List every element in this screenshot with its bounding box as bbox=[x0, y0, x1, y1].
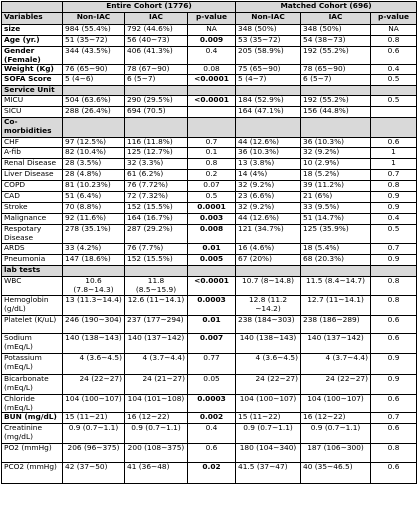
value-cell: 12.7 (11~14.1) bbox=[301, 296, 371, 316]
p-value-cell: 0.05 bbox=[188, 375, 236, 395]
table-row bbox=[2, 203, 417, 214]
variable-label: Respotary Disease bbox=[2, 225, 63, 244]
table-row bbox=[2, 96, 417, 107]
p-value-cell: 0.1 bbox=[188, 148, 236, 159]
table-row bbox=[2, 444, 417, 463]
table-row bbox=[2, 296, 417, 316]
value-cell: 187 (106~300) bbox=[301, 444, 371, 463]
value-cell: 10.6 (7.8~14.3) bbox=[63, 277, 125, 296]
p-value-cell: 0.8 bbox=[371, 444, 417, 463]
variable-label: Platelet (K/uL) bbox=[2, 316, 63, 334]
value-cell: 192 (55.2%) bbox=[301, 96, 371, 107]
p-value-cell: 0.5 bbox=[371, 225, 417, 244]
variable-label: Malignance bbox=[2, 214, 63, 225]
value-cell: 36 (10.3%) bbox=[236, 148, 301, 159]
variable-label: Pneumonia bbox=[2, 255, 63, 266]
value-cell: 72 (7.32%) bbox=[125, 192, 188, 203]
p-value-cell: 0.8 bbox=[188, 159, 236, 170]
value-cell: 67 (20%) bbox=[236, 255, 301, 266]
value-cell: 24 (21~27) bbox=[125, 375, 188, 395]
p-value-cell: 0.5 bbox=[371, 96, 417, 107]
variable-label: Service Unit bbox=[2, 86, 63, 96]
value-cell: 164 (47.1%) bbox=[236, 107, 301, 118]
value-cell: 288 (26.4%) bbox=[63, 107, 125, 118]
value-cell: 32 (9.2%) bbox=[236, 203, 301, 214]
value-cell: 278 (35.1%) bbox=[63, 225, 125, 244]
value-cell: 82 (10.4%) bbox=[63, 148, 125, 159]
value-cell: 348 (50%) bbox=[236, 25, 301, 36]
value-cell: 92 (11.6%) bbox=[63, 214, 125, 225]
value-cell: 56 (40~73) bbox=[125, 36, 188, 47]
p-value-cell: 0.01 bbox=[188, 316, 236, 334]
table-row bbox=[2, 86, 417, 96]
value-cell: 147 (18.6%) bbox=[63, 255, 125, 266]
variable-label: Weight (Kg) bbox=[2, 65, 63, 75]
value-cell: 180 (104~340) bbox=[236, 444, 301, 463]
value-cell: 125 (12.7%) bbox=[125, 148, 188, 159]
p-value-cell: 0.01 bbox=[188, 244, 236, 255]
value-cell: 0.9 (0.7~1.1) bbox=[236, 424, 301, 444]
value-cell: 12.8 (11.2 ~14.2) bbox=[236, 296, 301, 316]
value-cell: 694 (70.5) bbox=[125, 107, 188, 118]
value-cell bbox=[301, 266, 371, 277]
value-cell: 10.7 (8~14.8) bbox=[236, 277, 301, 296]
value-cell: 140 (138~143) bbox=[236, 334, 301, 354]
table-row bbox=[2, 47, 417, 65]
value-cell: 287 (29.2%) bbox=[125, 225, 188, 244]
header-iac: IAC bbox=[125, 13, 188, 25]
value-cell: 792 (44.6%) bbox=[125, 25, 188, 36]
value-cell: 24 (22~27) bbox=[63, 375, 125, 395]
p-value-cell: 0.4 bbox=[371, 65, 417, 75]
table-row bbox=[2, 354, 417, 375]
value-cell: 81 (10.23%) bbox=[63, 181, 125, 192]
value-cell: 16 (12~22) bbox=[301, 413, 371, 424]
p-value-cell: 0.9 bbox=[371, 192, 417, 203]
value-cell: 61 (6.2%) bbox=[125, 170, 188, 181]
table-row bbox=[2, 334, 417, 354]
p-value-cell: 1 bbox=[371, 148, 417, 159]
header-matched-non-iac: Non-IAC bbox=[236, 13, 301, 25]
p-value-cell: 0.4 bbox=[188, 47, 236, 65]
table-row bbox=[2, 170, 417, 181]
p-value-cell: 0.7 bbox=[371, 244, 417, 255]
header-matched-p-value: p-value bbox=[371, 13, 417, 25]
value-cell: 238 (184~303) bbox=[236, 316, 301, 334]
p-value-cell: 0.9 bbox=[371, 354, 417, 375]
variable-label: Age (yr.) bbox=[2, 36, 63, 47]
value-cell: 12.6 (11~14.1) bbox=[125, 296, 188, 316]
table-row bbox=[2, 244, 417, 255]
p-value-cell: <0.0001 bbox=[188, 277, 236, 296]
header-matched-cohort: Matched Cohort (696) bbox=[236, 2, 417, 13]
table-row bbox=[2, 107, 417, 118]
table-row bbox=[2, 138, 417, 148]
value-cell: 206 (96~375) bbox=[63, 444, 125, 463]
value-cell: 4 (3.6~4.5) bbox=[63, 354, 125, 375]
variable-label: BUN (mg/dL) bbox=[2, 413, 63, 424]
value-cell: 18 (5.2%) bbox=[301, 170, 371, 181]
p-value-cell: 1 bbox=[371, 159, 417, 170]
value-cell bbox=[125, 118, 188, 138]
p-value-cell: 0.0003 bbox=[188, 395, 236, 413]
value-cell: 76 (65~90) bbox=[63, 65, 125, 75]
value-cell bbox=[301, 118, 371, 138]
cohort-comparison-table bbox=[1, 1, 417, 484]
p-value-cell: 0.6 bbox=[371, 316, 417, 334]
value-cell: 16 (4.6%) bbox=[236, 244, 301, 255]
table-row bbox=[2, 192, 417, 203]
variable-label: Bicarbonate (mEq/L) bbox=[2, 375, 63, 395]
p-value-cell: 0.02 bbox=[188, 463, 236, 484]
value-cell: 21 (6%) bbox=[301, 192, 371, 203]
value-cell: 164 (16.7%) bbox=[125, 214, 188, 225]
value-cell: 33 (4.2%) bbox=[63, 244, 125, 255]
table-body bbox=[2, 25, 417, 484]
value-cell: 140 (137~142) bbox=[125, 334, 188, 354]
p-value-cell: 0.6 bbox=[188, 444, 236, 463]
p-value-cell: 0.8 bbox=[371, 36, 417, 47]
value-cell: 192 (55.2%) bbox=[301, 47, 371, 65]
p-value-cell: 0.07 bbox=[188, 181, 236, 192]
header-matched-iac: IAC bbox=[301, 13, 371, 25]
variable-label: PO2 (mmHg) bbox=[2, 444, 63, 463]
value-cell bbox=[125, 266, 188, 277]
table-row bbox=[2, 36, 417, 47]
p-value-cell: 0.6 bbox=[371, 47, 417, 65]
p-value-cell bbox=[371, 107, 417, 118]
value-cell: 184 (52.9%) bbox=[236, 96, 301, 107]
value-cell: 14 (4%) bbox=[236, 170, 301, 181]
variable-label: PCO2 (mmHg) bbox=[2, 463, 63, 484]
value-cell: 237 (177~294) bbox=[125, 316, 188, 334]
p-value-cell: 0.8 bbox=[371, 181, 417, 192]
table-row bbox=[2, 75, 417, 86]
header-non-iac: Non-IAC bbox=[63, 13, 125, 25]
p-value-cell bbox=[371, 118, 417, 138]
value-cell: 348 (50%) bbox=[301, 25, 371, 36]
p-value-cell: 0.7 bbox=[371, 413, 417, 424]
value-cell: 23 (6.6%) bbox=[236, 192, 301, 203]
p-value-cell: 0.2 bbox=[188, 170, 236, 181]
value-cell: 121 (34.7%) bbox=[236, 225, 301, 244]
value-cell: 11.8 (8.5~15.9) bbox=[125, 277, 188, 296]
value-cell: 18 (5.4%) bbox=[301, 244, 371, 255]
p-value-cell: 0.5 bbox=[188, 192, 236, 203]
value-cell: 76 (7.7%) bbox=[125, 244, 188, 255]
variable-label: COPD bbox=[2, 181, 63, 192]
header-row-columns bbox=[2, 13, 417, 25]
table-row bbox=[2, 463, 417, 484]
p-value-cell bbox=[371, 266, 417, 277]
value-cell: 156 (44.8%) bbox=[301, 107, 371, 118]
p-value-cell: 0.9 bbox=[371, 203, 417, 214]
header-variables: Variables bbox=[2, 13, 63, 25]
value-cell: 104 (101~108) bbox=[125, 395, 188, 413]
value-cell: 32 (9.2%) bbox=[301, 148, 371, 159]
value-cell: 54 (38~73) bbox=[301, 36, 371, 47]
header-row-groups bbox=[2, 2, 417, 13]
value-cell bbox=[63, 266, 125, 277]
p-value-cell: 0.9 bbox=[371, 255, 417, 266]
p-value-cell: 0.5 bbox=[371, 75, 417, 86]
variable-label: CHF bbox=[2, 138, 63, 148]
p-value-cell: 0.7 bbox=[188, 138, 236, 148]
p-value-cell bbox=[188, 266, 236, 277]
p-value-cell: 0.0001 bbox=[188, 203, 236, 214]
value-cell: 41.5 (37~47) bbox=[236, 463, 301, 484]
value-cell: 6 (5~7) bbox=[125, 75, 188, 86]
value-cell bbox=[301, 86, 371, 96]
value-cell: 28 (4.8%) bbox=[63, 170, 125, 181]
value-cell: 0.9 (0.7~1.1) bbox=[63, 424, 125, 444]
variable-label: Creatinine (mg/dL) bbox=[2, 424, 63, 444]
value-cell: 4 (3.7~4.4) bbox=[301, 354, 371, 375]
p-value-cell: 0.4 bbox=[371, 214, 417, 225]
value-cell bbox=[236, 86, 301, 96]
value-cell: 406 (41.3%) bbox=[125, 47, 188, 65]
value-cell bbox=[236, 118, 301, 138]
p-value-cell: 0.6 bbox=[371, 138, 417, 148]
value-cell: 53 (35~72) bbox=[236, 36, 301, 47]
variable-label: Sodium (mEq/L) bbox=[2, 334, 63, 354]
table-row bbox=[2, 277, 417, 296]
table-row bbox=[2, 25, 417, 36]
value-cell: 51 (35~72) bbox=[63, 36, 125, 47]
value-cell bbox=[63, 118, 125, 138]
value-cell: 24 (22~27) bbox=[236, 375, 301, 395]
value-cell: 6 (5~7) bbox=[301, 75, 371, 86]
p-value-cell: 0.003 bbox=[188, 214, 236, 225]
value-cell: 13 (3.8%) bbox=[236, 159, 301, 170]
header-p-value: p-value bbox=[188, 13, 236, 25]
variable-label: lab tests bbox=[2, 266, 63, 277]
value-cell: 42 (37~50) bbox=[63, 463, 125, 484]
variable-label: Hemoglobin (g/dL) bbox=[2, 296, 63, 316]
p-value-cell: 0.6 bbox=[371, 395, 417, 413]
variable-label: A-fib bbox=[2, 148, 63, 159]
value-cell: 205 (58.9%) bbox=[236, 47, 301, 65]
variable-label: Chloride (mEq/L) bbox=[2, 395, 63, 413]
value-cell: 78 (65~90) bbox=[301, 65, 371, 75]
value-cell: 152 (15.5%) bbox=[125, 255, 188, 266]
p-value-cell: 0.0003 bbox=[188, 296, 236, 316]
p-value-cell: 0.005 bbox=[188, 255, 236, 266]
value-cell: 246 (190~304) bbox=[63, 316, 125, 334]
variable-label: ARDS bbox=[2, 244, 63, 255]
p-value-cell: 0.6 bbox=[371, 463, 417, 484]
value-cell: 28 (3.5%) bbox=[63, 159, 125, 170]
value-cell: 16 (12~22) bbox=[125, 413, 188, 424]
table-row bbox=[2, 255, 417, 266]
variable-label: Co-morbidities bbox=[2, 118, 63, 138]
value-cell: 104 (100~107) bbox=[63, 395, 125, 413]
table-row bbox=[2, 181, 417, 192]
variable-label: Renal Disease bbox=[2, 159, 63, 170]
p-value-cell: 0.7 bbox=[371, 170, 417, 181]
table-row bbox=[2, 395, 417, 413]
value-cell: 68 (20.3%) bbox=[301, 255, 371, 266]
p-value-cell: 0.08 bbox=[188, 65, 236, 75]
p-value-cell: 0.6 bbox=[371, 424, 417, 444]
p-value-cell: 0.002 bbox=[188, 413, 236, 424]
value-cell: 44 (12.6%) bbox=[236, 138, 301, 148]
value-cell: 4 (3.7~4.4) bbox=[125, 354, 188, 375]
value-cell: 39 (11.2%) bbox=[301, 181, 371, 192]
variable-label: size bbox=[2, 25, 63, 36]
value-cell: 5 (4~7) bbox=[236, 75, 301, 86]
value-cell: 140 (138~143) bbox=[63, 334, 125, 354]
value-cell: 4 (3.6~4.5) bbox=[236, 354, 301, 375]
value-cell: 11.5 (8.4~14.7) bbox=[301, 277, 371, 296]
p-value-cell: 0.8 bbox=[371, 277, 417, 296]
p-value-cell: 0.009 bbox=[188, 36, 236, 47]
p-value-cell: 0.9 bbox=[371, 375, 417, 395]
variable-label: MICU bbox=[2, 96, 63, 107]
p-value-cell: 0.008 bbox=[188, 225, 236, 244]
header-entire-cohort: Entire Cohort (1776) bbox=[63, 2, 236, 13]
value-cell: 10 (2.9%) bbox=[301, 159, 371, 170]
variable-label: SOFA Score bbox=[2, 75, 63, 86]
table-row bbox=[2, 266, 417, 277]
value-cell: 32 (9.2%) bbox=[236, 181, 301, 192]
value-cell: 36 (10.3%) bbox=[301, 138, 371, 148]
variable-label: Liver Disease bbox=[2, 170, 63, 181]
p-value-cell bbox=[188, 118, 236, 138]
variable-label: Stroke bbox=[2, 203, 63, 214]
value-cell: 104 (100~107) bbox=[301, 395, 371, 413]
table-row bbox=[2, 159, 417, 170]
value-cell: 32 (3.3%) bbox=[125, 159, 188, 170]
value-cell: 97 (12.5%) bbox=[63, 138, 125, 148]
table-row bbox=[2, 375, 417, 395]
value-cell: 13 (11.3~14.4) bbox=[63, 296, 125, 316]
table-row bbox=[2, 214, 417, 225]
variable-label: WBC bbox=[2, 277, 63, 296]
value-cell: 984 (55.4%) bbox=[63, 25, 125, 36]
value-cell: 104 (100~107) bbox=[236, 395, 301, 413]
p-value-cell bbox=[188, 107, 236, 118]
value-cell bbox=[63, 86, 125, 96]
value-cell: 51 (6.4%) bbox=[63, 192, 125, 203]
p-value-cell: 0.007 bbox=[188, 334, 236, 354]
value-cell: 238 (186~289) bbox=[301, 316, 371, 334]
p-value-cell: 0.77 bbox=[188, 354, 236, 375]
p-value-cell: <0.0001 bbox=[188, 75, 236, 86]
variable-label: Gender (Female) bbox=[2, 47, 63, 65]
value-cell: 200 (108~375) bbox=[125, 444, 188, 463]
table-row bbox=[2, 225, 417, 244]
p-value-cell: <0.0001 bbox=[188, 96, 236, 107]
variable-label: SICU bbox=[2, 107, 63, 118]
table-row bbox=[2, 413, 417, 424]
p-value-cell bbox=[188, 86, 236, 96]
value-cell: 33 (9.5%) bbox=[301, 203, 371, 214]
value-cell: 44 (12.6%) bbox=[236, 214, 301, 225]
value-cell: 504 (63.6%) bbox=[63, 96, 125, 107]
value-cell: 290 (29.5%) bbox=[125, 96, 188, 107]
value-cell: 76 (7.72%) bbox=[125, 181, 188, 192]
p-value-cell: 0.8 bbox=[371, 296, 417, 316]
value-cell: 75 (65~90) bbox=[236, 65, 301, 75]
p-value-cell bbox=[371, 86, 417, 96]
value-cell: 70 (8.8%) bbox=[63, 203, 125, 214]
value-cell: 116 (11.8%) bbox=[125, 138, 188, 148]
value-cell: 41 (36~48) bbox=[125, 463, 188, 484]
value-cell: 51 (14.7%) bbox=[301, 214, 371, 225]
p-value-cell: 0.4 bbox=[188, 424, 236, 444]
value-cell: 78 (67~90) bbox=[125, 65, 188, 75]
value-cell: 24 (22~27) bbox=[301, 375, 371, 395]
value-cell: 152 (15.5%) bbox=[125, 203, 188, 214]
variable-label: CAD bbox=[2, 192, 63, 203]
p-value-cell: 0.6 bbox=[371, 334, 417, 354]
value-cell: 0.9 (0.7~1.1) bbox=[125, 424, 188, 444]
table-row bbox=[2, 316, 417, 334]
table-row bbox=[2, 424, 417, 444]
table-row bbox=[2, 148, 417, 159]
p-value-cell: NA bbox=[188, 25, 236, 36]
value-cell bbox=[125, 86, 188, 96]
table-row bbox=[2, 65, 417, 75]
value-cell: 0.9 (0.7~1.1) bbox=[301, 424, 371, 444]
value-cell: 40 (35~46.5) bbox=[301, 463, 371, 484]
value-cell: 125 (35.9%) bbox=[301, 225, 371, 244]
variable-label: Potassium (mEq/L) bbox=[2, 354, 63, 375]
value-cell: 5 (4~6) bbox=[63, 75, 125, 86]
value-cell: 15 (11~22) bbox=[236, 413, 301, 424]
table-row bbox=[2, 118, 417, 138]
value-cell: 140 (137~142) bbox=[301, 334, 371, 354]
p-value-cell: NA bbox=[371, 25, 417, 36]
value-cell: 344 (43.5%) bbox=[63, 47, 125, 65]
value-cell bbox=[236, 266, 301, 277]
value-cell: 15 (11~21) bbox=[63, 413, 125, 424]
header-blank-cell bbox=[2, 2, 63, 13]
